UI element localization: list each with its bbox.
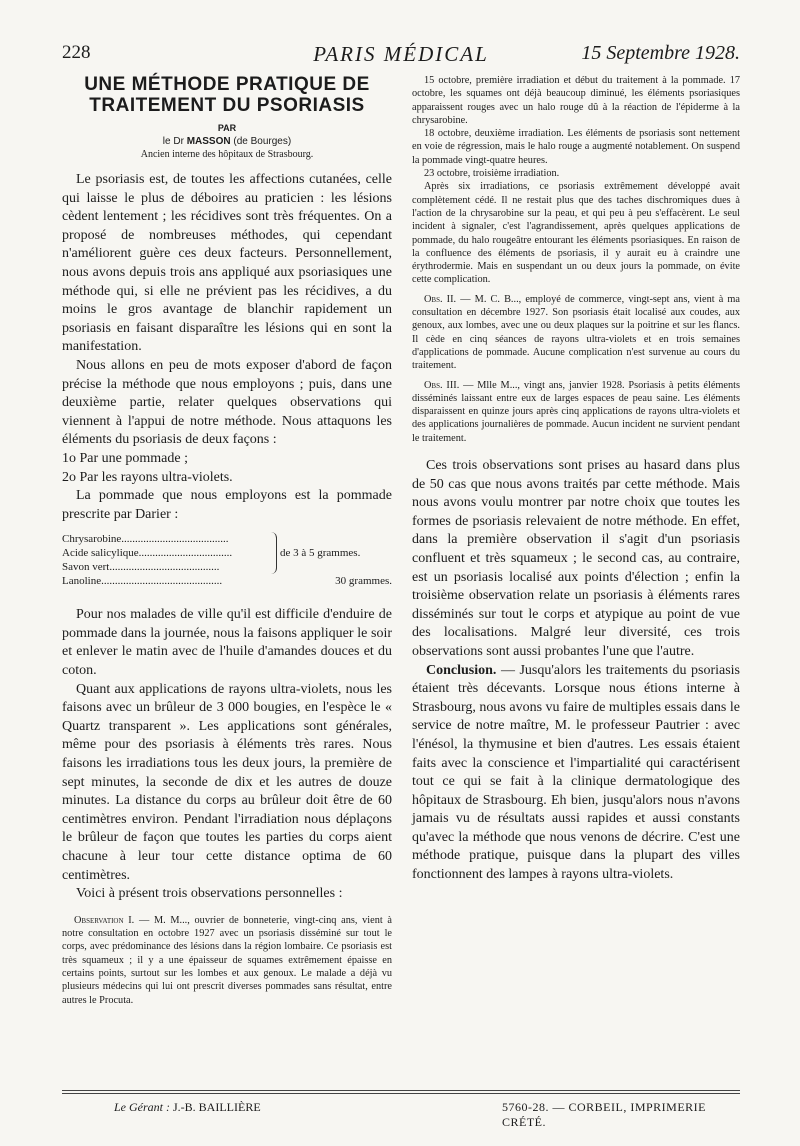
author: le Dr MASSON (de Bourges) xyxy=(162,136,292,147)
paragraph: Voici à présent trois observations personnelles : xyxy=(76,886,343,902)
paragraph: Après six irradiations, ce psoriasis extrêmement développé avait complètement cédé. Il ne restait plus que des taches dischromiques dues à l'action de la chrysarobine sur la peau, et qui peu à peu s'effacèrent. Le seul incident à signaler, c'est l'agrandissement, après quelques applications de pommade, du halo rougeâtre entourant les éléments psoriasiques. En raison de la confluence des éléments de psoriasis, il y aurait eu à craindre une érythrodermie. Mais en suspendant un ou deux jours la pommade, on évite cette complication. xyxy=(412,181,740,286)
imprint: 5760-28. — CORBEIL, IMPRIMERIE CRÉTÉ. xyxy=(502,1100,706,1129)
ingredient-acide-salicylique: Acide salicylique.................................. xyxy=(62,547,233,560)
page-number: 228 xyxy=(62,42,91,63)
list-item: 1o Par une pommade ; xyxy=(62,450,188,466)
dose-group: de 3 à 5 grammes. xyxy=(280,547,361,560)
footer-rule xyxy=(62,1093,740,1094)
ingredient-savon-vert: Savon vert........................................ xyxy=(62,561,220,574)
observation-1: Observation I. — M. M..., ouvrier de bonneterie, vingt-cinq ans, vient à notre consultation en octobre 1927 avec un psoriasis disséminé sur tout le corps, avec prédominance des lésions dans la région lombaire. Ce psoriasis est très squameux ; il y a une épaisseur de squames extrêmement épaisse en certains points, surtout sur les lombes et aux genoux. Le malade a déjà vu plusieurs médecins qui lui ont prescrit diverses pommades sans résultat, entre autres le Procuta. xyxy=(62,914,393,1006)
paragraph: Nous allons en peu de mots exposer d'abord de façon précise la méthode que nous employons ; puis, dans une deuxième partie, relater quelques observations qui viennent à l'appui de notre méthode. Nous attaquons les éléments du psoriasis de deux façons : xyxy=(62,357,392,448)
journal-title: PARIS MÉDICAL xyxy=(313,42,489,66)
conclusion: Conclusion. — Jusqu'alors les traitements du psoriasis étaient très décevants. Lorsque nous étions interne à Strasbourg, nous avons vu faire de multiples essais dans le service de notre maître, M. le professeur Pautrier : avec l'énésol, la thymusine et bien d'autres. Les essais étaient faits avec la conscience et l'impartialité qui caractérisent tout ce qui se fait à la clinique dermatologique des hôpitaux de Strasbourg. Eh bien, jusqu'alors nous n'avons jamais vu de résultats aussi rapides et aussi constants qu'avec la méthode que nous venons de décrire. C'est une méthode pratique, puisque dans la plupart des villes fonctionnent des lampes à rayons ultra-violets. xyxy=(412,662,740,883)
paragraph: Quant aux applications de rayons ultra-violets, nous les faisons avec un brûleur de 3 000 bougies, en l'espèce le « Quartz transparent ». Les applications sont générales, même pour des psoriasis à éléments très rares. Nous faisons les irradiations tous les deux jours, la première de sept minutes, la seconde de dix et les autres de douze minutes. La distance du corps au brûleur doit être de 60 centimètres environ. Pendant l'irradiation nous déplaçons le brûleur de façon que toutes les parties du corps aient chacune à leur tour cette distance optima de 60 centimètres. xyxy=(62,681,392,883)
paragraph: Pour nos malades de ville qu'il est difficile d'enduire de pommade dans la journée, nous la faisons appliquer le soir et enlever le matin avec de l'huile d'amandes douces et du coton. xyxy=(62,607,392,679)
issue-date: 15 Septembre 1928. xyxy=(581,42,740,64)
dose-lanoline: 30 grammes. xyxy=(335,575,392,588)
right-column xyxy=(412,74,740,885)
paragraph: 18 octobre, deuxième irradiation. Les éléments de psoriasis sont nettement en voie de régression, mais le halo rouge a augmenté notablement. On suspend la pommade vingt-quatre heures. xyxy=(412,128,740,166)
ingredient-lanoline: Lanoline............................................ xyxy=(62,575,223,588)
observation-2: Obs. II. — M. C. B..., employé de commerce, vingt-sept ans, vient à ma consultation en décembre 1927. Son psoriasis était localisé aux coudes, aux genoux, aux lombes, avec une ou deux plaques sur la poitrine et sur les flancs. Il cède en cinq séances de rayons ultra-violets et en trois semaines d'applications de pommade. Aucune complication n'est survenue au cours du traitement. xyxy=(412,293,740,372)
formula-darier xyxy=(62,532,392,596)
observation-3: Obs. III. — Mlle M..., vingt ans, janvier 1928. Psoriasis à petits éléments disséminés laissant entre eux de larges espaces de peau saine. Les éléments disparaissent en quinze jours après cinq applications de rayons ultra-violets et des applications journalières de pommade. Aucun incident ne survient pendant le traitement. xyxy=(412,379,740,444)
paragraph: 15 octobre, première irradiation et début du traitement à la pommade. 17 octobre, les squames ont déjà beaucoup diminué, les éléments psoriasiques apparaissent rouges avec un halo rouge dû à la réaction de l'épiderme à la chrysarobine. xyxy=(412,75,740,126)
byline: PAR le Dr MASSON (de Bourges) Ancien interne des hôpitaux de Strasbourg. xyxy=(62,122,392,161)
list-item: 2o Par les rayons ultra-violets. xyxy=(62,469,233,485)
paragraph: Le psoriasis est, de toutes les affections cutanées, celle qui laisse le plus de déboires au praticien : les lésions cèdent lentement ; les récidives sont très fréquentes. On a proposé de nombreuses méthodes, qui cependant n'améliorent guère ces deux facteurs. Personnellement, nous avons depuis trois ans appliqué aux psoriasiques une méthode qui, si elle ne prévient pas les récidives, a du moins le gros avantage de blanchir rapidement un psoriasis en faisant disparaître les lésions qui en sont la manifestation. xyxy=(62,172,392,355)
running-header xyxy=(62,42,740,66)
footer xyxy=(62,1100,740,1129)
paragraph: Ces trois observations sont prises au hasard dans plus de 50 cas que nous avons traités par cette méthode. Mais nous avons voulu montrer par notre choix que toutes les formes de psoriasis relevaient de notre méthode. En effet, dans la première observation il s'agit d'un psoriasis confluent et très squameux ; le second cas, au contraire, est un psoriasis localisé aux points d'élection ; enfin la troisième observation relate un psoriasis à éléments rares disséminés sur tout le corps et atypique au point de vue des localisations. Malgré leur diversité, ces trois observations sont aussi probantes l'une que l'autre. xyxy=(412,458,740,659)
left-column xyxy=(62,74,392,1007)
article-title: UNE MÉTHODE PRATIQUE DE TRAITEMENT DU PSORIASIS xyxy=(84,74,370,116)
paragraph: 23 octobre, troisième irradiation. xyxy=(424,168,560,180)
brace xyxy=(270,532,277,574)
paragraph: La pommade que nous employons est la pommade prescrite par Darier : xyxy=(62,488,392,522)
footer-rule xyxy=(62,1090,740,1091)
author-title: Ancien interne des hôpitaux de Strasbourg. xyxy=(140,149,314,160)
ingredient-chrysarobine: Chrysarobine....................................... xyxy=(62,533,229,546)
gerant: Le Gérant : J.-B. BAILLIÈRE xyxy=(114,1100,261,1114)
